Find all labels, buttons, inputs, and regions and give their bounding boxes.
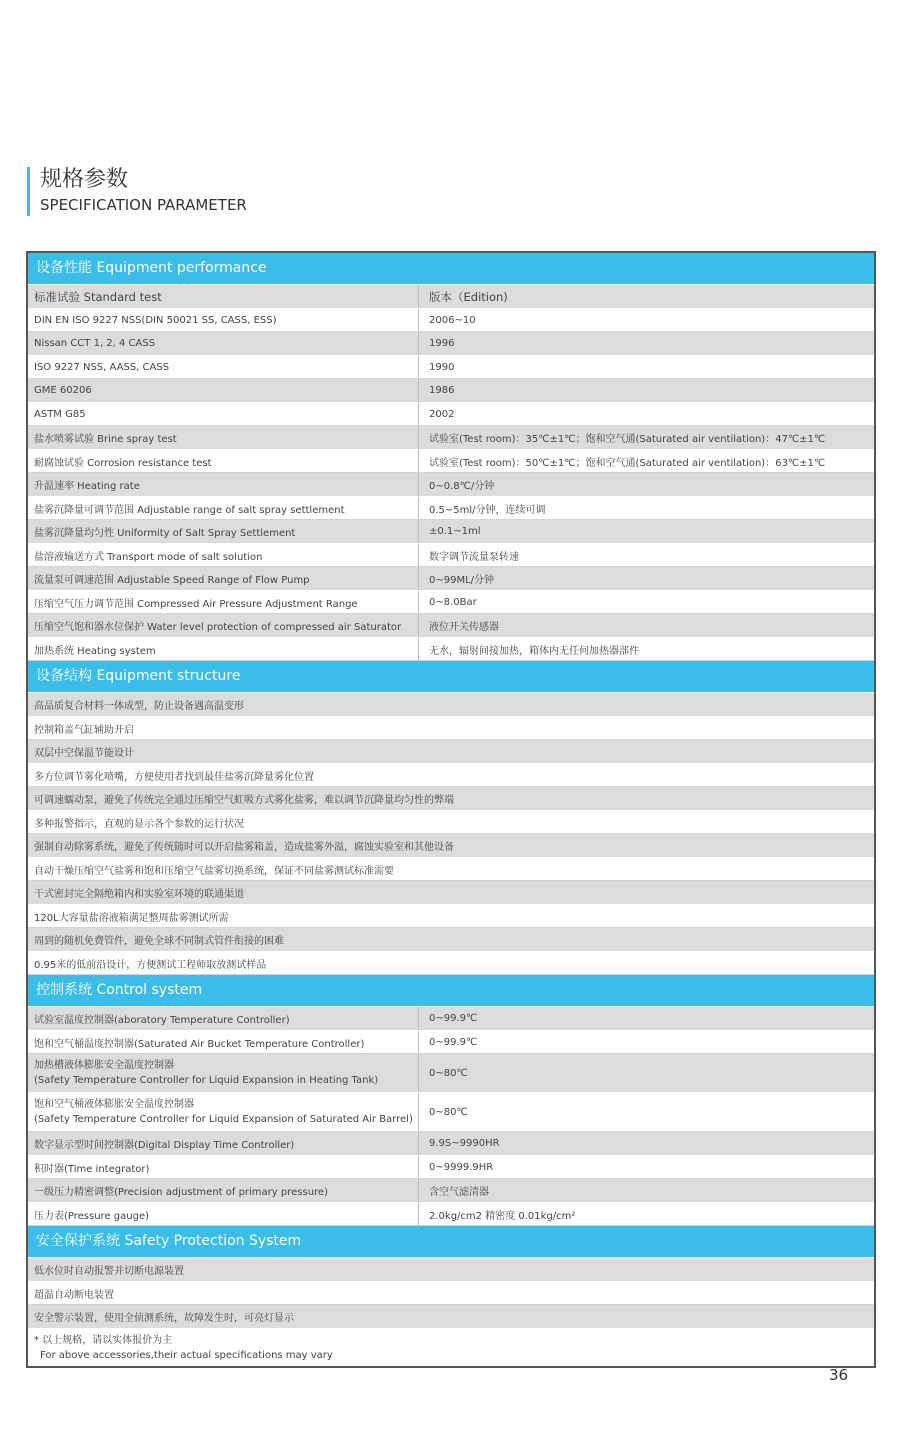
table-row xyxy=(28,450,874,473)
list-item xyxy=(28,764,874,787)
table-row xyxy=(28,497,874,520)
cell-label-line2: (Safety Temperature Controller for Liquid Expansion of Saturated Air Barrel) xyxy=(34,1114,413,1125)
cell-value: 0~8.0Bar xyxy=(429,596,477,608)
cell-label: 加热系统 Heating system xyxy=(28,638,419,660)
item-text: 可调速蠕动泵，避免了传统完全通过压缩空气虹吸方式雾化盐雾，难以调节沉降量均匀性的弊端 xyxy=(34,795,454,806)
cell-value: 无水，辐射间接加热，箱体内无任何加热器部件 xyxy=(429,645,639,657)
list-item xyxy=(28,693,874,717)
cell-value: 0~80℃ xyxy=(429,1106,468,1118)
heading-en: SPECIFICATION PARAMETER xyxy=(40,196,247,214)
item-text: 干式密封完全隔绝箱内和实验室环境的联通渠道 xyxy=(34,889,244,900)
table-row xyxy=(28,1054,874,1093)
item-text: 安全警示装置，使用全侦测系统，故障发生时，可亮灯显示 xyxy=(34,1313,294,1324)
cell-value: 1986 xyxy=(429,385,455,396)
cell-value: 0~99ML/分钟 xyxy=(429,575,495,586)
list-item xyxy=(28,928,874,952)
list-item xyxy=(28,858,874,881)
item-text: 双层中空保温节能设计 xyxy=(34,748,134,759)
cell-value: 试验室(Test room)：35℃±1℃；饱和空气通(Saturated air ventilation)：47℃±1℃ xyxy=(429,434,826,445)
section-header-performance: 设备性能 Equipment performance xyxy=(28,253,874,285)
list-item xyxy=(28,1258,874,1282)
table-header-row xyxy=(28,285,874,309)
cell-label: 饱和空气桶温度控制器(Saturated Air Bucket Temperature Controller) xyxy=(28,1031,419,1053)
table-row xyxy=(28,1093,874,1132)
cell-value: 2.0kg/cm2 精密度 0.01kg/cm² xyxy=(429,1210,576,1222)
cell-label: 盐雾沉降量可调节范围 Adjustable range of salt spray settlement xyxy=(28,497,419,519)
cell-label: DIN EN ISO 9227 NSS(DIN 50021 SS, CASS, ESS) xyxy=(28,309,419,331)
cell-label-line1: 饱和空气桶液体膨胀安全温度控制器 xyxy=(34,1099,194,1110)
table-row xyxy=(28,473,874,497)
list-item xyxy=(28,1282,874,1305)
cell-label: 盐水喷雾试验 Brine spray test xyxy=(28,426,419,449)
table-row xyxy=(28,638,874,661)
cell-label: 耐腐蚀试验 Corrosion resistance test xyxy=(28,450,419,472)
item-text: 多方位调节雾化喷嘴，方便使用者找到最佳盐雾沉降量雾化位置 xyxy=(34,771,314,783)
cell-value: ±0.1~1ml xyxy=(429,526,481,537)
cell-value: 0~9999.9HR xyxy=(429,1161,494,1173)
table-row xyxy=(28,309,874,332)
item-text: 高品质复合材料一体成型，防止设备遇高温变形 xyxy=(34,701,244,712)
list-item xyxy=(28,881,874,905)
list-item xyxy=(28,811,874,834)
item-text: 0.95米的低前沿设计，方便测试工程师取放测试样品 xyxy=(34,959,267,971)
cell-label: 一级压力精密调整(Precision adjustment of primary pressure) xyxy=(28,1179,419,1202)
item-text: 自动干燥压缩空气盐雾和饱和压缩空气盐雾切换系统，保证不同盐雾测试标准需要 xyxy=(34,865,394,877)
col-header-edition: 版本（Edition) xyxy=(429,289,508,304)
cell-label: 数字显示型时间控制器(Digital Display Time Controller) xyxy=(28,1132,419,1155)
cell-value: 1996 xyxy=(429,338,455,349)
cell-value: 试验室(Test room)：50℃±1℃；饱和空气通(Saturated air ventilation)：63℃±1℃ xyxy=(429,457,826,469)
list-item xyxy=(28,1305,874,1329)
cell-label xyxy=(28,1054,419,1092)
page-heading xyxy=(27,167,247,216)
cell-label: GME 60206 xyxy=(28,379,419,402)
cell-label: 压力表(Pressure gauge) xyxy=(28,1203,419,1225)
cell-label: 盐溶液输送方式 Transport mode of salt solution xyxy=(28,544,419,566)
item-text: 周到的随机免费管件，避免全球不同制式管件衔接的困难 xyxy=(34,936,284,947)
footnote-en: For above accessories,their actual specifications may vary xyxy=(40,1350,333,1361)
table-row xyxy=(28,356,874,379)
table-row xyxy=(28,1007,874,1031)
item-text: 低水位时自动报警并切断电源装置 xyxy=(34,1266,184,1277)
cell-value: 液位开关传感器 xyxy=(429,622,499,633)
heading-zh: 规格参数 xyxy=(40,167,129,192)
list-item xyxy=(28,787,874,811)
cell-value: 9.9S~9990HR xyxy=(429,1138,500,1149)
table-row xyxy=(28,614,874,638)
table-row xyxy=(28,1179,874,1203)
table-row xyxy=(28,332,874,356)
cell-label: 盐雾沉降量均匀性 Uniformity of Salt Spray Settlement xyxy=(28,520,419,543)
cell-label-line1: 加热槽液体膨胀安全温度控制器 xyxy=(34,1060,174,1071)
list-item xyxy=(28,905,874,928)
table-row xyxy=(28,379,874,403)
page-number: 36 xyxy=(829,1366,849,1384)
table-row xyxy=(28,544,874,567)
item-text: 120L大容量盐溶液箱满足整周盐雾测试所需 xyxy=(34,912,229,924)
cell-value: 1990 xyxy=(429,361,455,373)
cell-label: ASTM G85 xyxy=(28,403,419,425)
item-text: 多种报警指示，直观的显示各个参数的运行状况 xyxy=(34,818,244,830)
list-item xyxy=(28,834,874,858)
col-header-standard: 标准试验 Standard test xyxy=(28,285,419,308)
item-text: 强制自动除雾系统，避免了传统随时可以开启盐雾箱盖，造成盐雾外溢，腐蚀实验室和其他设备 xyxy=(34,842,454,853)
cell-value: 0~99.9℃ xyxy=(429,1036,478,1048)
cell-label: 压缩空气压力调节范围 Compressed Air Pressure Adjustment Range xyxy=(28,591,419,613)
cell-value: 含空气滤清器 xyxy=(429,1187,489,1198)
table-row xyxy=(28,1203,874,1226)
cell-label-line2: (Safety Temperature Controller for Liquid Expansion in Heating Tank) xyxy=(34,1075,379,1086)
cell-value: 0.5~5ml/分钟，连续可调 xyxy=(429,504,546,516)
cell-label: ISO 9227 NSS, AASS, CASS xyxy=(28,356,419,378)
cell-value: 0~0.8℃/分钟 xyxy=(429,481,495,492)
table-row xyxy=(28,520,874,544)
table-row xyxy=(28,403,874,426)
cell-label xyxy=(28,1093,419,1131)
table-row xyxy=(28,591,874,614)
table-row xyxy=(28,1031,874,1054)
table-row xyxy=(28,426,874,450)
table-row xyxy=(28,1132,874,1156)
cell-label: Nissan CCT 1, 2, 4 CASS xyxy=(28,332,419,355)
item-text: 控制箱盖气缸辅助开启 xyxy=(34,724,134,736)
cell-value: 数字调节流量泵转速 xyxy=(429,551,519,563)
footnote-zh: * 以上规格，请以实体报价为主 xyxy=(34,1335,173,1346)
cell-label: 压缩空气饱和器水位保护 Water level protection of compressed air Saturator xyxy=(28,614,419,637)
cell-label: 流量泵可调速范围 Adjustable Speed Range of Flow Pump xyxy=(28,567,419,590)
table-row xyxy=(28,567,874,591)
cell-value: 0~80℃ xyxy=(429,1067,468,1079)
cell-value: 2002 xyxy=(429,408,455,420)
list-item xyxy=(28,717,874,740)
cell-label: 升温速率 Heating rate xyxy=(28,473,419,496)
spec-table xyxy=(26,251,876,1368)
item-text: 超温自动断电装置 xyxy=(34,1289,114,1301)
cell-value: 0~99.9℃ xyxy=(429,1013,478,1024)
section-header-control: 控制系统 Control system xyxy=(28,975,874,1007)
table-row xyxy=(28,1156,874,1179)
section-header-safety: 安全保护系统 Safety Protection System xyxy=(28,1226,874,1258)
list-item xyxy=(28,740,874,764)
cell-label: 积时器(Time integrator) xyxy=(28,1156,419,1178)
footnote xyxy=(28,1329,874,1366)
list-item xyxy=(28,952,874,975)
cell-label: 试验室温度控制器(aboratory Temperature Controller) xyxy=(28,1007,419,1030)
cell-value: 2006~10 xyxy=(429,314,476,326)
section-header-structure: 设备结构 Equipment structure xyxy=(28,661,874,693)
